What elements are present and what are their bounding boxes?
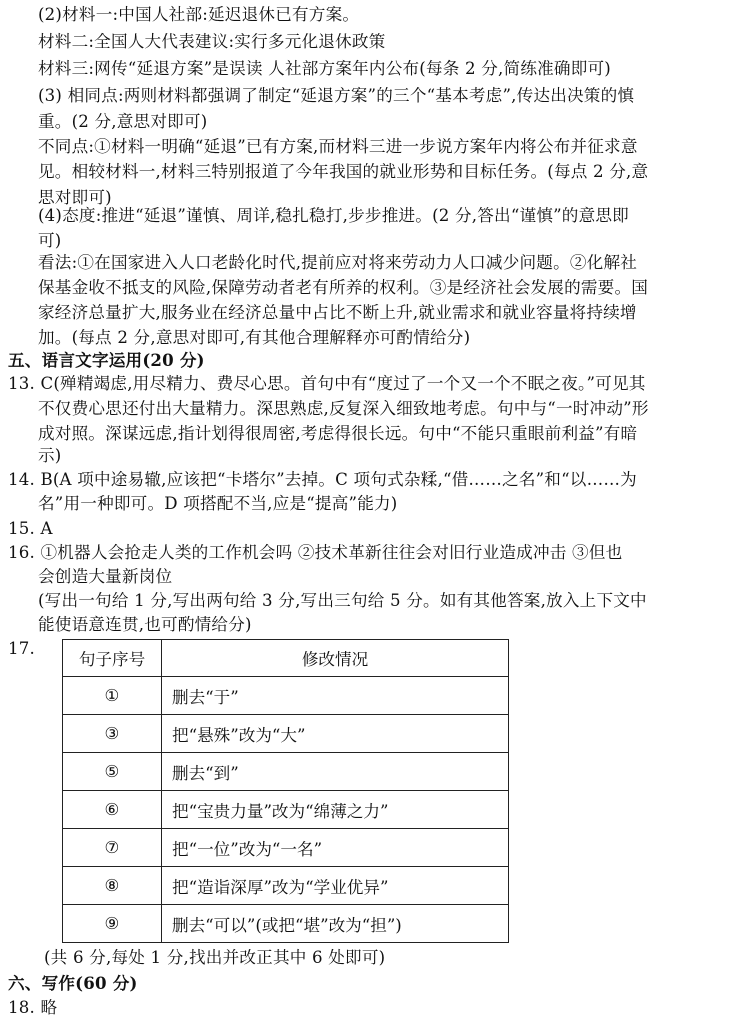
answer-4-line2: 可) (38, 231, 62, 250)
section-6-heading: 六、写作(60 分) (8, 973, 138, 993)
answer-2-line3: 材料三:网传“延退方案”是误读 人社部方案年内公布(每条 2 分,简练准确即可) (38, 59, 611, 78)
table-cell-number: ⑨ (63, 905, 162, 943)
table-row (63, 791, 509, 829)
answer-3-line3: 不同点:①材料一明确“延退”已有方案,而材料三进一步说方案年内将公布并征求意 (38, 137, 638, 156)
table-header-correction: 修改情况 (162, 640, 509, 677)
q15-line1: 15. A (8, 519, 53, 538)
q17-scoring-note: (共 6 分,每处 1 分,找出并改正其中 6 处即可) (44, 948, 386, 967)
q17-label: 17. (8, 639, 35, 658)
answer-4-line1: (4)态度:推进“延退”谨慎、周详,稳扎稳打,步步推进。(2 分,答出“谨慎”的意思即 (38, 206, 629, 225)
table-cell-correction: 删去“到” (162, 753, 509, 791)
q13-line4: 示) (38, 446, 62, 465)
table-row (63, 677, 509, 715)
answer-4-line3: 看法:①在国家进入人口老龄化时代,提前应对将来劳动力人口减少问题。②化解社 (38, 253, 638, 272)
table-row (63, 829, 509, 867)
table-cell-number: ⑤ (63, 753, 162, 791)
q18-answer: 18. 略 (8, 998, 58, 1017)
table-cell-number: ⑦ (63, 829, 162, 867)
answer-3-line4: 见。相较材料一,材料三特别报道了今年我国的就业形势和目标任务。(每点 2 分,意 (38, 162, 649, 181)
answer-2-line1: (2)材料一:中国人社部:延迟退休已有方案。 (38, 5, 360, 24)
q14-line1: 14. B(A 项中途易辙,应该把“卡塔尔”去掉。C 项句式杂糅,“借……之名”和“以……为 (8, 470, 637, 489)
table-cell-correction: 把“悬殊”改为“大” (162, 715, 509, 753)
q13-line1: 13. C(殚精竭虑,用尽精力、费尽心思。首句中有“度过了一个又一个不眠之夜。”可见其 (8, 374, 646, 393)
table-row (63, 905, 509, 943)
q16-line3: (写出一句给 1 分,写出两句给 3 分,写出三句给 5 分。如有其他答案,放入上下文中 (38, 591, 647, 610)
table-cell-number: ① (63, 677, 162, 715)
section-5-heading: 五、语言文字运用(20 分) (8, 350, 205, 370)
table-cell-number: ⑥ (63, 791, 162, 829)
table-cell-correction: 把“一位”改为“一名” (162, 829, 509, 867)
q13-line3: 成对照。深谋远虑,指计划得很周密,考虑得很长远。句中“不能只重眼前利益”有暗 (38, 424, 638, 443)
table-row (63, 867, 509, 905)
table-header-sentence-number: 句子序号 (63, 640, 162, 677)
answer-3-line2: 重。(2 分,意思对即可) (38, 112, 208, 131)
q13-line2: 不仅费心思还付出大量精力。深思熟虑,反复深入细致地考虑。句中与“一时冲动”形 (38, 399, 649, 418)
table-cell-correction: 把“宝贵力量”改为“绵薄之力” (162, 791, 509, 829)
answer-4-line4: 保基金收不抵支的风险,保障劳动者老有所养的权利。③是经济社会发展的需要。国 (38, 278, 649, 297)
table-row (63, 753, 509, 791)
table-cell-correction: 删去“可以”(或把“堪”改为“担”) (162, 905, 509, 943)
answer-4-line5: 家经济总量扩大,服务业在经济总量中占比不断上升,就业需求和就业容量将持续增 (38, 303, 637, 322)
q16-line2: 会创造大量新岗位 (38, 567, 173, 586)
table-row (63, 715, 509, 753)
answer-3-line1: (3) 相同点:两则材料都强调了制定“延退方案”的三个“基本考虑”,传达出决策的慎 (38, 86, 635, 105)
table-header-row (63, 640, 509, 677)
answer-2-line2: 材料二:全国人大代表建议:实行多元化退休政策 (38, 32, 386, 51)
q14-line2: 名”用一种即可。D 项搭配不当,应是“提高”能力) (38, 494, 398, 513)
answer-4-line6: 加。(每点 2 分,意思对即可,有其他合理解释亦可酌情给分) (38, 328, 471, 347)
correction-table (62, 639, 509, 943)
q16-line4: 能使语意连贯,也可酌情给分) (38, 615, 252, 634)
table-cell-number: ③ (63, 715, 162, 753)
q16-line1: 16. ①机器人会抢走人类的工作机会吗 ②技术革新往往会对旧行业造成冲击 ③但也 (8, 543, 623, 562)
table-cell-correction: 把“造诣深厚”改为“学业优异” (162, 867, 509, 905)
answer-3-line5: 思对即可) (38, 188, 112, 207)
table-cell-correction: 删去“于” (162, 677, 509, 715)
table-cell-number: ⑧ (63, 867, 162, 905)
